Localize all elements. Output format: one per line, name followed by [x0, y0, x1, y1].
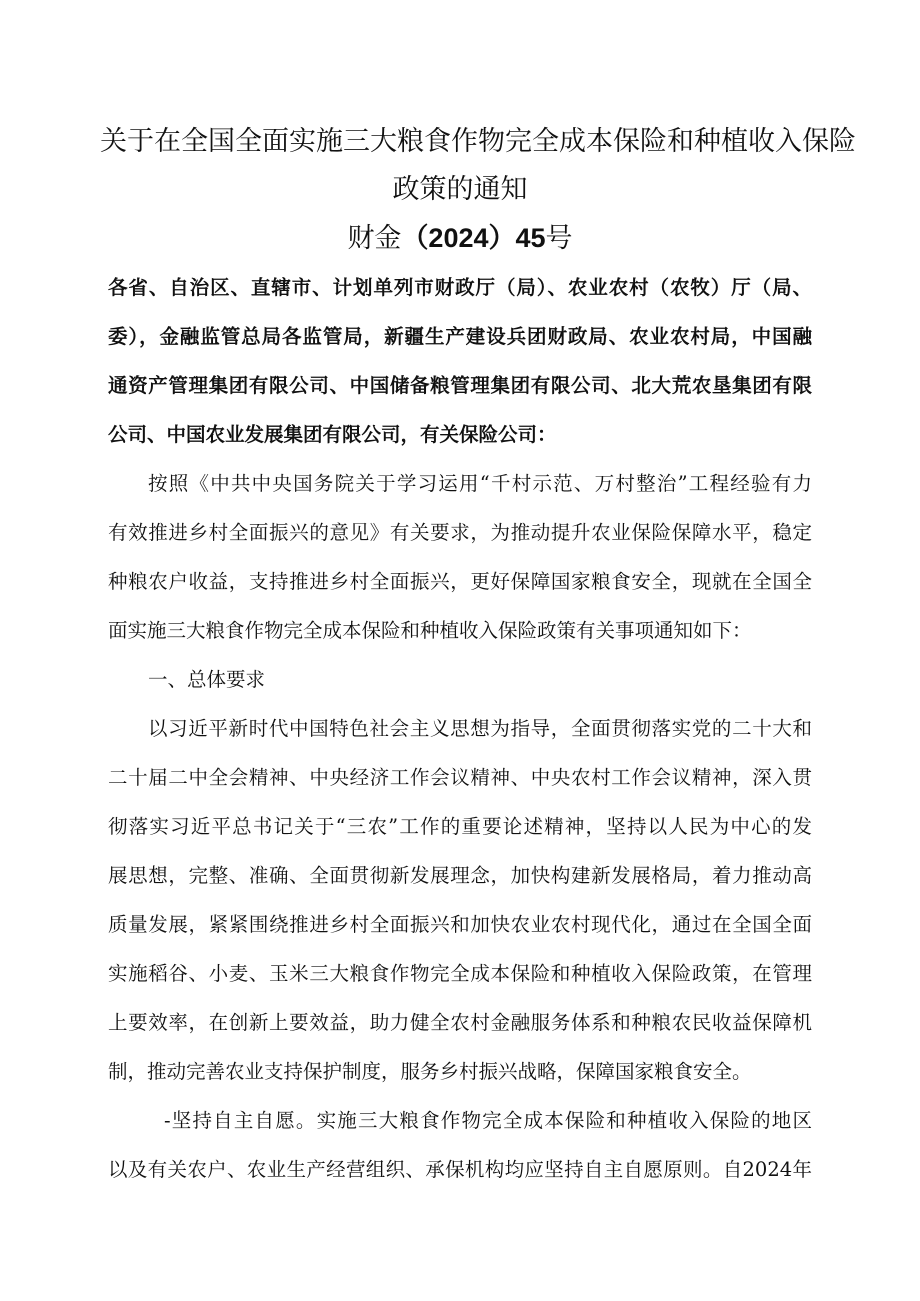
- section-heading: 一、总体要求: [148, 668, 266, 691]
- principle-line: 以及有关农户、农业生产经营组织、承保机构均应坚持自主自愿原则。自2024年: [108, 1158, 812, 1181]
- intro-line: 有效推进乡村全面振兴的意见》有关要求，为推动提升农业保险保障水平，稳定: [108, 521, 812, 544]
- section-line: 展思想，完整、准确、全面贯彻新发展理念，加快构建新发展格局，着力推动高: [108, 864, 812, 887]
- addressee-line: 委），金融监管总局各监管局，新疆生产建设兵团财政局、农业农村局，中国融: [108, 325, 812, 348]
- section-line: 以习近平新时代中国特色社会主义思想为指导，全面贯彻落实党的二十大和: [148, 717, 812, 740]
- section-line: 二十届二中全会精神、中央经济工作会议精神、中央农村工作会议精神，深入贯: [108, 766, 812, 789]
- section-line: 上要效率，在创新上要效益，助力健全农村金融服务体系和种粮农民收益保障机: [108, 1011, 812, 1034]
- intro-line: 种粮农户收益，支持推进乡村全面振兴，更好保障国家粮食安全，现就在全国全: [108, 570, 812, 593]
- intro-line: 面实施三大粮食作物完全成本保险和种植收入保险政策有关事项通知如下：: [108, 619, 752, 642]
- document-number: [100, 222, 820, 255]
- section-line: 制，推动完善农业支持保护制度，服务乡村振兴战略，保障国家粮食安全。: [108, 1060, 752, 1083]
- addressee-line: 公司、中国农业发展集团有限公司，有关保险公司：: [108, 423, 557, 446]
- document-number-value: （2024）45: [401, 223, 546, 253]
- principle-line: -坚持自主自愿。实施三大粮食作物完全成本保险和种植收入保险的地区: [164, 1109, 812, 1132]
- document-number-prefix: 财金: [347, 223, 402, 254]
- section-line: 彻落实习近平总书记关于“三农”工作的重要论述精神，坚持以人民为中心的发: [108, 815, 812, 838]
- document-title-line-2: 政策的通知: [392, 174, 528, 205]
- document-title-line-1: 关于在全国全面实施三大粮食作物完全成本保险和种植收入保险: [100, 126, 856, 157]
- intro-line: 按照《中共中央国务院关于学习运用“千村示范、万村整治”工程经验有力: [148, 472, 812, 495]
- addressee-line: 各省、自治区、直辖市、计划单列市财政厅（局）、农业农村（农牧）厅（局、: [108, 276, 812, 299]
- addressee-line: 通资产管理集团有限公司、中国储备粮管理集团有限公司、北大荒农垦集团有限: [108, 374, 812, 397]
- section-line: 实施稻谷、小麦、玉米三大粮食作物完全成本保险和种植收入保险政策，在管理: [108, 962, 812, 985]
- section-line: 质量发展，紧紧围绕推进乡村全面振兴和加快农业农村现代化，通过在全国全面: [108, 913, 812, 936]
- document-number-suffix: 号: [545, 223, 573, 254]
